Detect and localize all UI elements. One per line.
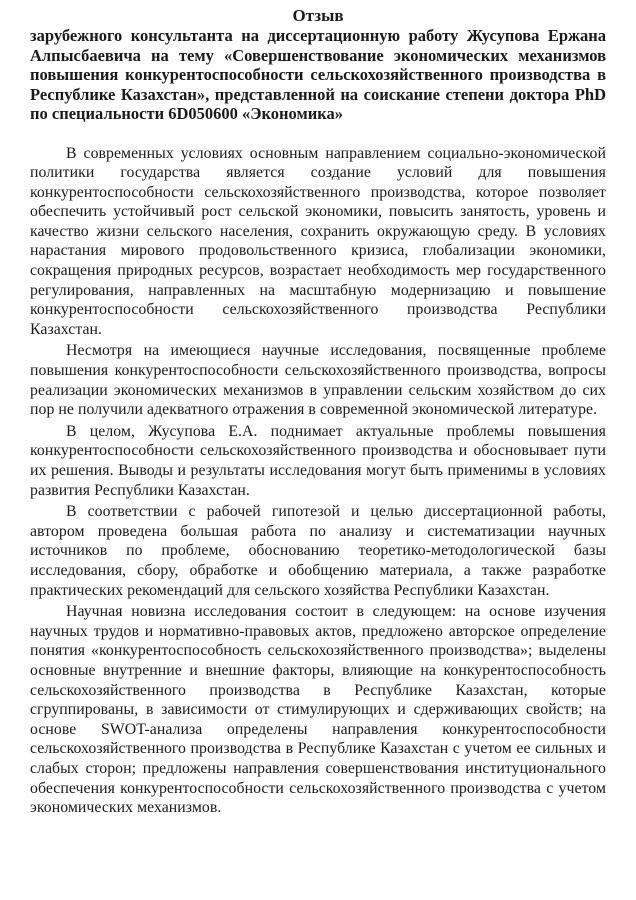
document-subtitle: зарубежного консультанта на диссертационную работу Жусупова Ержана Алпысбаевича на тему «Совершенствование экономических механизмов повышения конкурентоспособности сельскохозяйственного производства в Республике Казахстан», представленной на соискание степени доктора PhD по специальности 6D050600 «Экономика» <box>30 26 606 123</box>
paragraph-research-gap: Несмотря на имеющиеся научные исследования, посвященные проблеме повышения конкурентоспособности сельскохозяйственного производства, вопросы реализации экономических механизмов в управлении сельским хозяйством до сих пор не получили адекватного отражения в современной экономической литературе. <box>30 342 606 419</box>
paragraph-novelty: Научная новизна исследования состоит в следующем: на основе изучения научных трудов и нормативно-правовых актов, предложено авторское определение понятия «конкурентоспособность сельскохозяйственного производства»; выделены основные внутренние и внешние факторы, влияющие на конкурентоспособность сельскохозяйственного производства в Республике Казахстан, которые сгруппированы, в зависимости от стимулирующих и сдерживающих свойств; на основе SWOT-анализа определены направления конкурентоспособности сельскохозяйственного производства в Республике Казахстан с учетом ее сильных и слабых сторон; предложены направления совершенствования институционального обеспечения конкурентоспособности сельскохозяйственного производства с учетом экономических механизмов. <box>30 603 606 817</box>
paragraph-assessment: В целом, Жусупова Е.А. поднимает актуальные проблемы повышения конкурентоспособности сельскохозяйственного производства и обосновывает пути их решения. Выводы и результаты исследования могут быть применимы в условиях развития Республики Казахстан. <box>30 422 606 499</box>
paragraph-methodology: В соответствии с рабочей гипотезой и целью диссертационной работы, автором проведена большая работа по анализу и систематизации научных источников по проблеме, обоснованию теоретико-методологической базы исследования, сбору, обработке и обобщению материала, а также разработке практических рекомендаций для сельского хозяйства Республики Казахстан. <box>30 503 606 599</box>
document-title: Отзыв <box>292 6 344 25</box>
paragraph-relevance: В современных условиях основным направлением социально-экономической политики государства является создание условий для повышения конкурентоспособности сельскохозяйственного производства, которое позволяет обеспечить устойчивый рост сельской экономики, повысить занятость, уровень и качество жизни сельского населения, сохранить окружающую среду. В условиях нарастания мирового продовольственного кризиса, глобализации экономики, сокращения природных ресурсов, возрастает необходимость мер государственного регулирования, направленных на масштабную модернизацию и повышение конкурентоспособности сельскохозяйственного производства Республики Казахстан. <box>30 144 606 338</box>
